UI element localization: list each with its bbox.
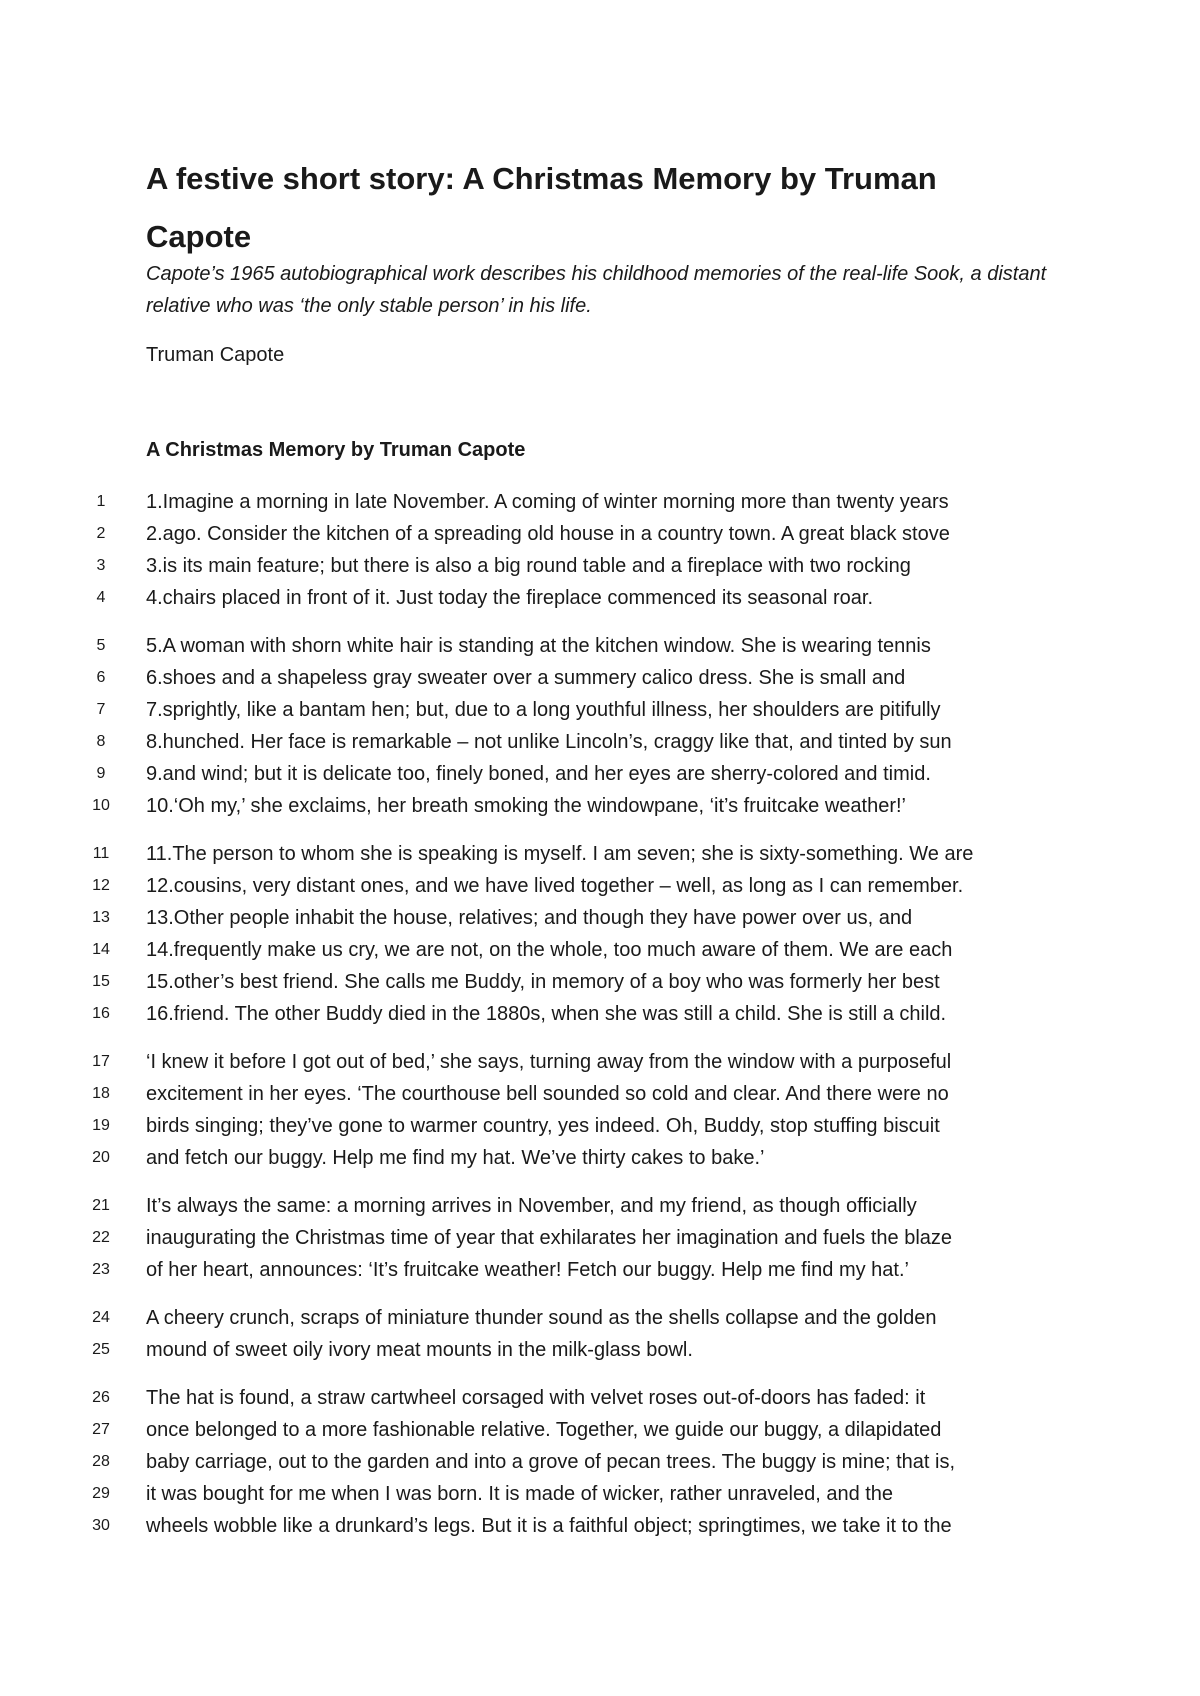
line-text: 1.Imagine a morning in late November. A coming of winter morning more than twenty years (146, 491, 949, 513)
text-line (0, 694, 1200, 726)
line-number: 24 (92, 1309, 110, 1326)
text-line (0, 550, 1200, 582)
line-number: 28 (92, 1453, 110, 1470)
line-text: 10.‘Oh my,’ she exclaims, her breath smoking the windowpane, ‘it’s fruitcake weather!’ (146, 795, 906, 817)
line-number: 29 (92, 1485, 110, 1502)
line-number: 11 (92, 845, 110, 862)
line-text: once belonged to a more fashionable relative. Together, we guide our buggy, a dilapidated (146, 1419, 942, 1441)
line-number: 12 (92, 877, 110, 894)
text-line (0, 758, 1200, 790)
text-line (0, 902, 1200, 934)
line-number: 21 (92, 1197, 110, 1214)
text-line (0, 790, 1200, 822)
line-text: 14.frequently make us cry, we are not, on the whole, too much aware of them. We are each (146, 939, 953, 961)
line-text: 2.ago. Consider the kitchen of a spreading old house in a country town. A great black stove (146, 523, 950, 545)
line-number: 18 (92, 1085, 110, 1102)
line-number: 8 (96, 733, 106, 750)
line-number: 26 (92, 1389, 110, 1406)
line-text: it was bought for me when I was born. It is made of wicker, rather unraveled, and the (146, 1483, 894, 1505)
text-line (0, 934, 1200, 966)
line-text: 12.cousins, very distant ones, and we have lived together – well, as long as I can remember. (146, 875, 964, 897)
text-line (0, 1190, 1200, 1222)
line-number: 25 (92, 1341, 110, 1358)
line-number: 15 (92, 973, 110, 990)
text-line (0, 1142, 1200, 1174)
line-text: wheels wobble like a drunkard’s legs. But it is a faithful object; springtimes, we take it to the (146, 1515, 952, 1537)
line-number: 7 (96, 701, 106, 718)
line-text: 16.friend. The other Buddy died in the 1880s, when she was still a child. She is still a child. (146, 1003, 947, 1025)
text-line (0, 1334, 1200, 1366)
line-number: 14 (92, 941, 110, 958)
line-text: A cheery crunch, scraps of miniature thunder sound as the shells collapse and the golden (146, 1307, 937, 1329)
story-heading: A Christmas Memory by Truman Capote (146, 439, 526, 461)
line-text: 7.sprightly, like a bantam hen; but, due to a long youthful illness, her shoulders are pitifully (146, 699, 941, 721)
line-number: 13 (92, 909, 110, 926)
text-line (0, 1382, 1200, 1414)
text-line (0, 1254, 1200, 1286)
line-text: 4.chairs placed in front of it. Just today the fireplace commenced its seasonal roar. (146, 587, 874, 609)
line-text: 5.A woman with shorn white hair is standing at the kitchen window. She is wearing tennis (146, 635, 931, 657)
line-text: inaugurating the Christmas time of year that exhilarates her imagination and fuels the blaze (146, 1227, 953, 1249)
line-number: 10 (92, 797, 110, 814)
line-number: 17 (92, 1053, 110, 1070)
line-text: The hat is found, a straw cartwheel corsaged with velvet roses out-of-doors has faded: it (146, 1387, 926, 1409)
text-line (0, 726, 1200, 758)
line-number: 16 (92, 1005, 110, 1022)
line-number: 5 (96, 637, 106, 654)
text-line (0, 966, 1200, 998)
text-line (0, 1510, 1200, 1542)
text-line (0, 518, 1200, 550)
text-line (0, 630, 1200, 662)
text-line (0, 1046, 1200, 1078)
line-text: 15.other’s best friend. She calls me Buddy, in memory of a boy who was formerly her best (146, 971, 940, 993)
text-line (0, 582, 1200, 614)
line-text: excitement in her eyes. ‘The courthouse bell sounded so cold and clear. And there were no (146, 1083, 949, 1105)
document-subtitle: Capote’s 1965 autobiographical work describes his childhood memories of the real-life Sook, a distant relative who was ‘the only stable person’ in his life. (146, 263, 1047, 317)
line-number: 4 (96, 589, 106, 606)
text-line (0, 1446, 1200, 1478)
line-text: It’s always the same: a morning arrives in November, and my friend, as though officially (146, 1195, 917, 1217)
line-text: 3.is its main feature; but there is also a big round table and a fireplace with two rocking (146, 555, 911, 577)
line-number: 6 (96, 669, 106, 686)
line-text: 11.The person to whom she is speaking is myself. I am seven; she is sixty-something. We are (146, 843, 974, 865)
text-line (0, 870, 1200, 902)
line-number: 3 (96, 557, 106, 574)
author-name: Truman Capote (146, 344, 285, 366)
line-text: 13.Other people inhabit the house, relatives; and though they have power over us, and (146, 907, 913, 929)
line-text: 6.shoes and a shapeless gray sweater over a summery calico dress. She is small and (146, 667, 906, 689)
text-line (0, 486, 1200, 518)
text-line (0, 1302, 1200, 1334)
line-number: 19 (92, 1117, 110, 1134)
line-text: ‘I knew it before I got out of bed,’ she says, turning away from the window with a purposeful (146, 1051, 952, 1073)
line-text: of her heart, announces: ‘It’s fruitcake weather! Fetch our buggy. Help me find my hat.’ (146, 1259, 909, 1281)
line-number: 20 (92, 1149, 110, 1166)
line-number: 30 (92, 1517, 110, 1534)
text-line (0, 1078, 1200, 1110)
line-text: baby carriage, out to the garden and into a grove of pecan trees. The buggy is mine; that is, (146, 1451, 956, 1473)
line-text: 9.and wind; but it is delicate too, finely boned, and her eyes are sherry-colored and timid. (146, 763, 931, 785)
document-title: A festive short story: A Christmas Memory by Truman Capote (146, 161, 937, 254)
line-number: 1 (96, 493, 106, 510)
text-line (0, 1222, 1200, 1254)
text-line (0, 1110, 1200, 1142)
line-text: birds singing; they’ve gone to warmer country, yes indeed. Oh, Buddy, stop stuffing biscuit (146, 1115, 940, 1137)
text-line (0, 998, 1200, 1030)
line-number: 23 (92, 1261, 110, 1278)
line-text: mound of sweet oily ivory meat mounts in the milk-glass bowl. (146, 1339, 693, 1361)
line-number: 9 (96, 765, 106, 782)
text-line (0, 838, 1200, 870)
line-number: 27 (92, 1421, 110, 1438)
line-text: and fetch our buggy. Help me find my hat. We’ve thirty cakes to bake.’ (146, 1147, 765, 1169)
text-line (0, 1414, 1200, 1446)
line-number: 22 (92, 1229, 110, 1246)
line-text: 8.hunched. Her face is remarkable – not unlike Lincoln’s, craggy like that, and tinted by sun (146, 731, 952, 753)
text-line (0, 1478, 1200, 1510)
line-number: 2 (96, 525, 106, 542)
text-line (0, 662, 1200, 694)
